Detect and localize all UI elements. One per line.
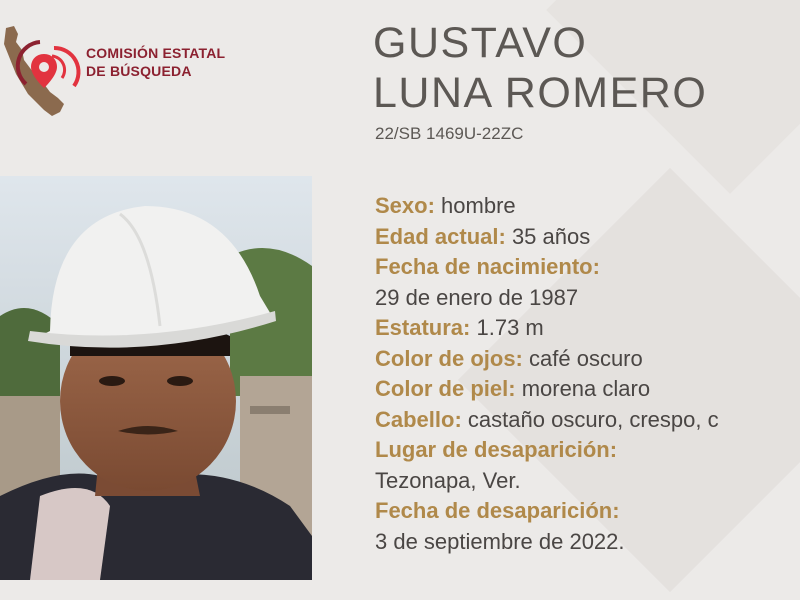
detail-value: 1.73 m	[476, 315, 544, 340]
detail-label: Sexo:	[375, 193, 435, 218]
detail-label: Edad actual:	[375, 223, 506, 249]
detail-birth-value-row	[375, 283, 719, 314]
detail-value: hombre	[441, 193, 516, 218]
name-line-2: LUNA ROMERO	[373, 69, 708, 117]
detail-value: morena claro	[521, 376, 651, 401]
detail-value: 35 años	[511, 223, 591, 249]
detail-label: Color de piel:	[375, 376, 516, 401]
detail-date-value-row	[375, 527, 719, 558]
person-details	[375, 191, 719, 557]
detail-label: Fecha de desaparición:	[375, 498, 620, 523]
detail-label: Cabello:	[375, 406, 462, 432]
detail-value: castaño oscuro, crespo, c	[467, 406, 719, 432]
logo-text	[86, 44, 225, 80]
detail-age	[375, 222, 719, 253]
detail-value: 3 de septiembre de 2022.	[375, 528, 625, 554]
detail-label: Fecha de nacimiento:	[375, 254, 600, 279]
logo-mark	[0, 24, 90, 124]
folio-number: 22/SB 1469U-22ZC	[375, 124, 524, 143]
detail-value: 29 de enero de 1987	[375, 284, 579, 310]
detail-date-label-row	[375, 496, 719, 527]
detail-place-value-row	[375, 466, 719, 497]
person-photo	[0, 176, 312, 580]
detail-value: Tezonapa, Ver.	[375, 467, 521, 493]
detail-place-label-row	[375, 435, 719, 466]
detail-label: Lugar de desaparición:	[375, 437, 618, 462]
detail-label: Color de ojos:	[375, 345, 523, 371]
detail-eyes	[375, 344, 719, 375]
logo-line-1: COMISIÓN ESTATAL	[86, 45, 226, 61]
detail-birth-label-row	[375, 252, 719, 283]
detail-sex	[375, 191, 719, 222]
name-line-1: GUSTAVO	[373, 19, 588, 67]
detail-value: café oscuro	[529, 345, 643, 371]
logo-line-2: DE BÚSQUEDA	[86, 63, 192, 79]
detail-skin	[375, 374, 719, 405]
detail-hair	[375, 405, 719, 436]
person-name	[373, 18, 707, 118]
detail-label: Estatura:	[375, 315, 471, 340]
detail-height	[375, 313, 719, 344]
